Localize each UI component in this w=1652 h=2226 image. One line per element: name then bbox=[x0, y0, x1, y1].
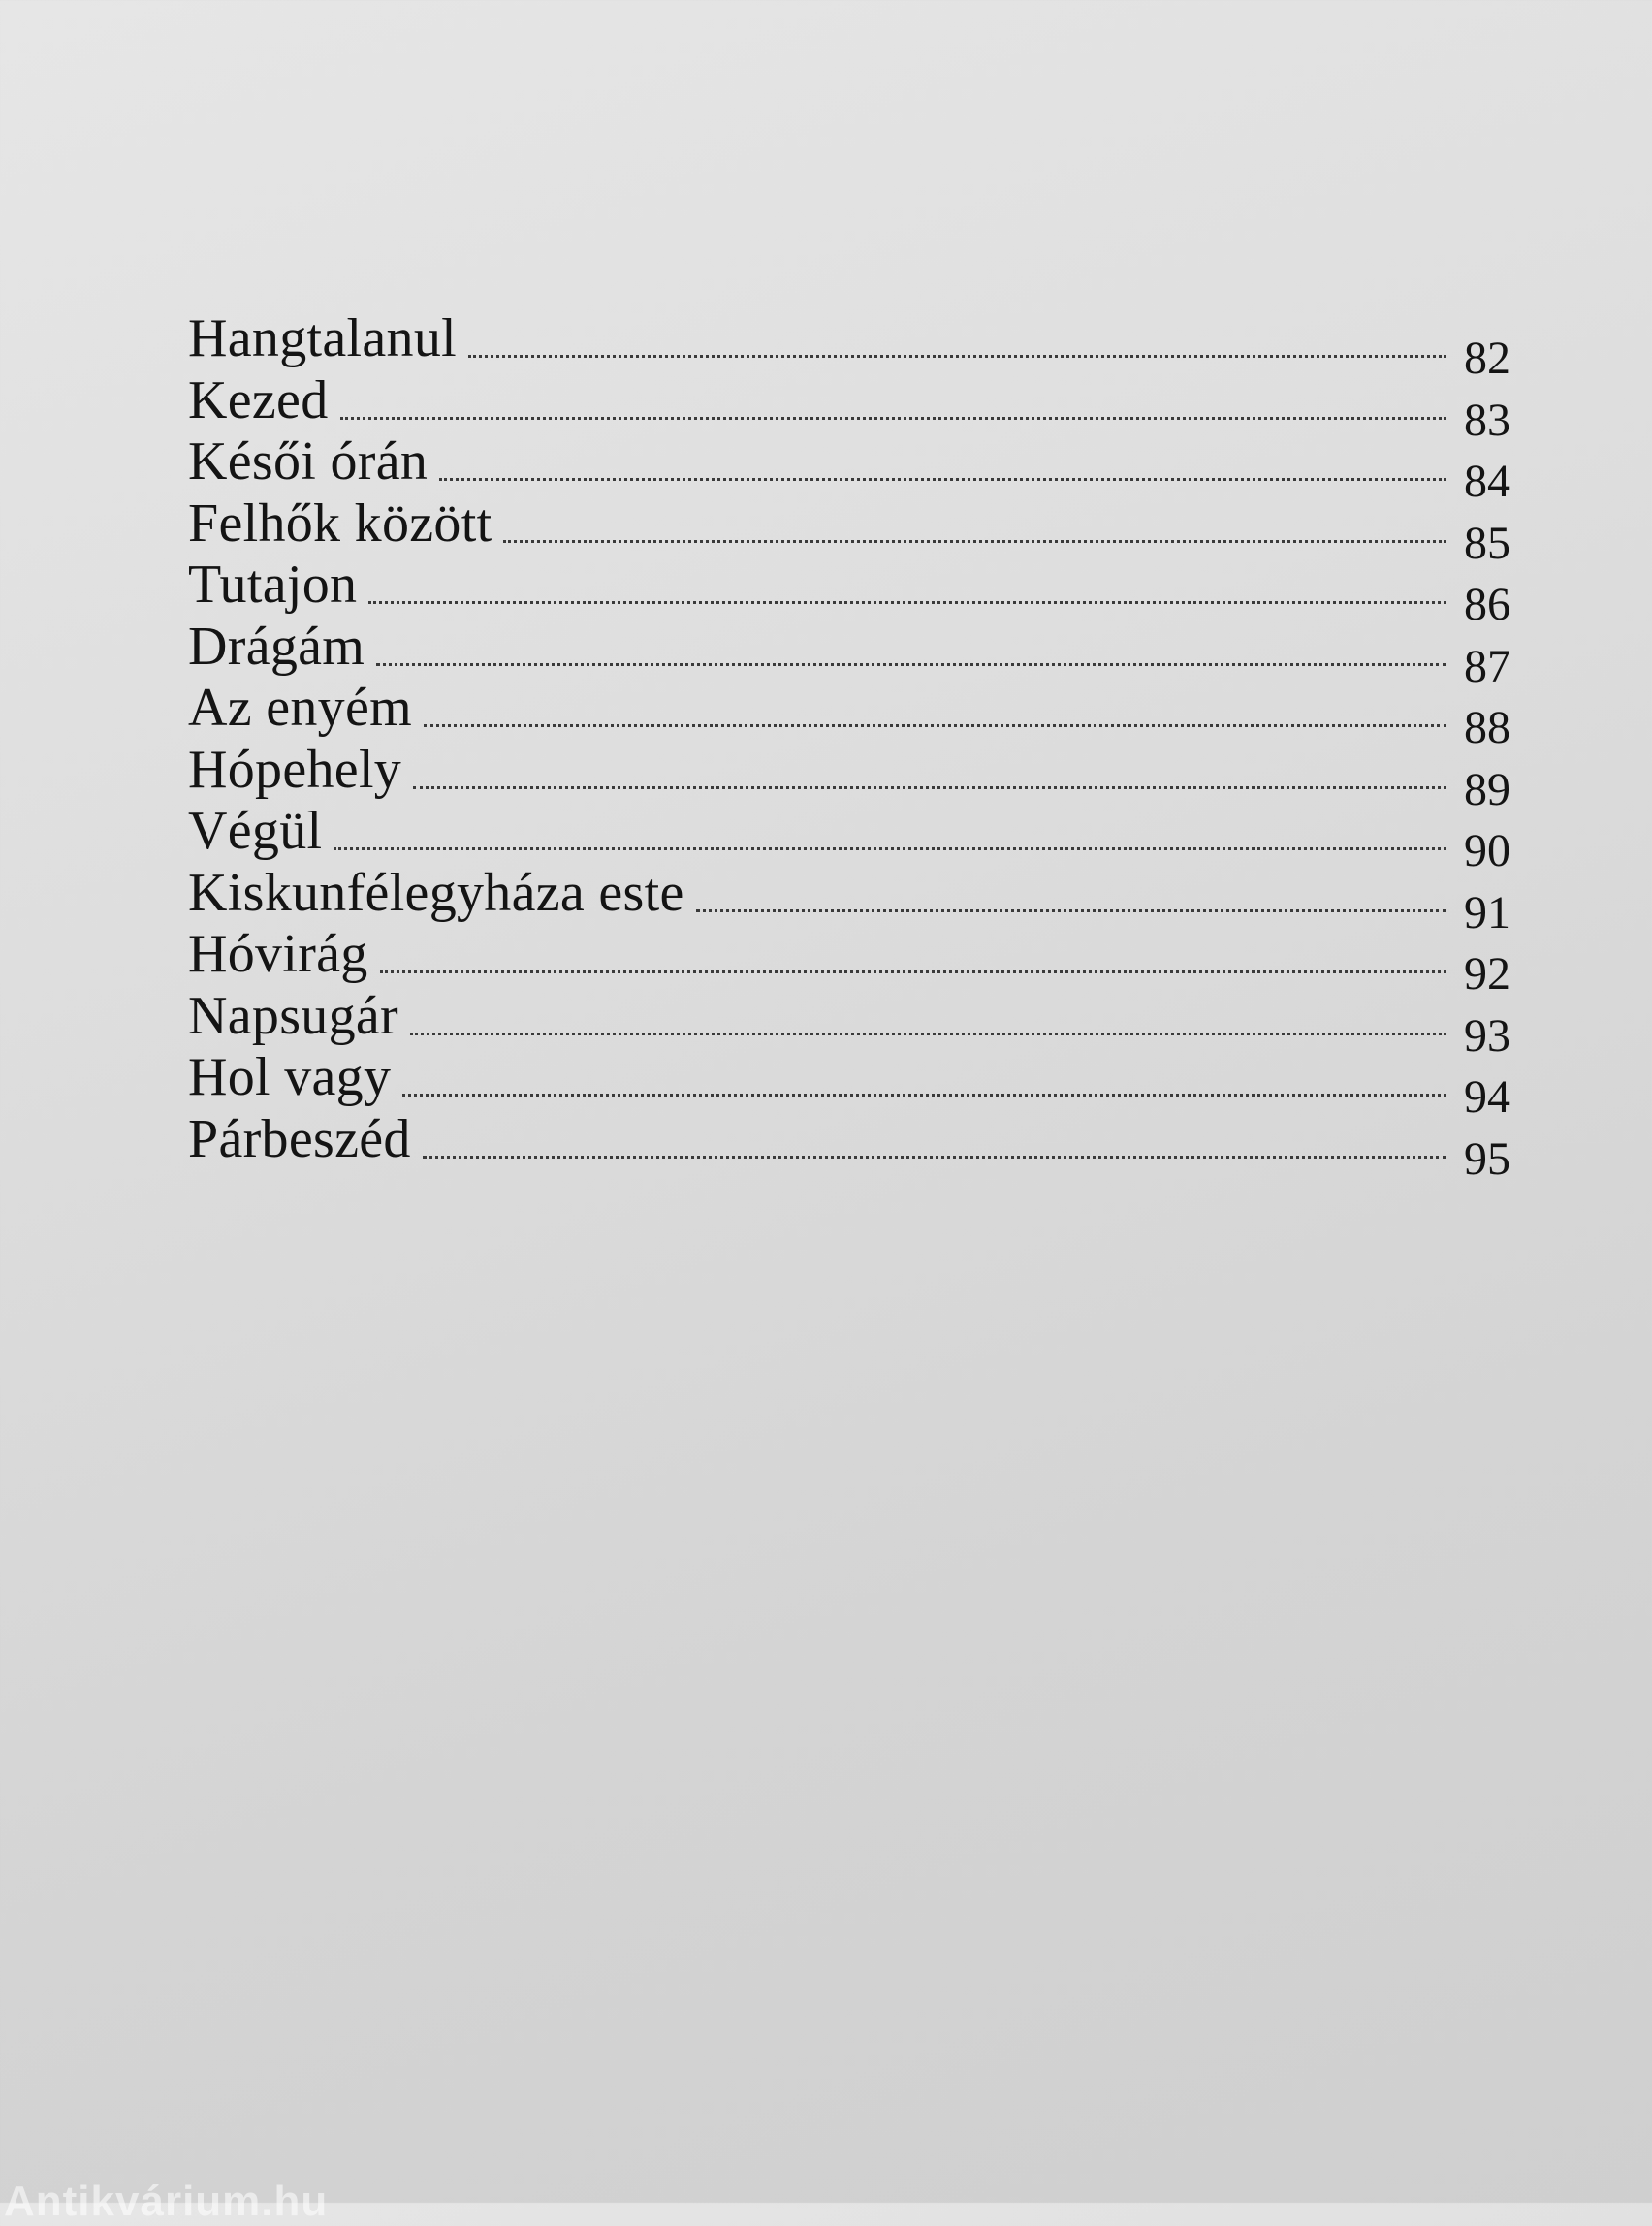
toc-entry-title: Hol vagy bbox=[188, 1047, 392, 1107]
toc-entry-page: 90 bbox=[1464, 825, 1510, 876]
toc-leader-dots bbox=[380, 970, 1446, 973]
watermark-text: Antikvárium.hu bbox=[4, 2178, 329, 2225]
toc-entry-page: 85 bbox=[1464, 517, 1510, 569]
toc-entry-title: Végül bbox=[188, 801, 323, 861]
toc-entry-page: 84 bbox=[1464, 456, 1510, 507]
toc-entry-page: 93 bbox=[1464, 1009, 1510, 1062]
toc-leader-dots bbox=[423, 1156, 1446, 1159]
toc-leader-dots bbox=[334, 847, 1446, 850]
toc-entry-page: 88 bbox=[1464, 702, 1510, 753]
toc-entry bbox=[188, 801, 1510, 876]
toc-entry bbox=[188, 985, 1510, 1062]
table-of-contents bbox=[188, 308, 1510, 1185]
toc-entry bbox=[188, 678, 1510, 753]
toc-leader-dots bbox=[503, 540, 1446, 543]
toc-entry bbox=[188, 1108, 1510, 1185]
toc-entry bbox=[188, 924, 1510, 1000]
toc-entry-title: Drágám bbox=[188, 616, 365, 677]
toc-entry-title: Párbeszéd bbox=[188, 1108, 411, 1169]
toc-entry-page: 89 bbox=[1464, 763, 1510, 815]
toc-entry-page: 92 bbox=[1464, 948, 1510, 1000]
toc-leader-dots bbox=[468, 355, 1446, 358]
toc-leader-dots bbox=[424, 724, 1446, 727]
toc-entry bbox=[188, 616, 1510, 692]
toc-leader-dots bbox=[410, 1033, 1446, 1035]
toc-entry-title: Hangtalanul bbox=[188, 308, 457, 368]
toc-entry bbox=[188, 739, 1510, 815]
toc-entry-page: 95 bbox=[1464, 1132, 1510, 1185]
toc-entry-title: Felhők között bbox=[188, 493, 492, 554]
toc-entry-title: Hóvirág bbox=[188, 924, 368, 984]
toc-leader-dots bbox=[439, 478, 1446, 481]
toc-entry-page: 86 bbox=[1464, 579, 1510, 630]
toc-entry bbox=[188, 493, 1510, 569]
toc-leader-dots bbox=[696, 909, 1446, 912]
toc-leader-dots bbox=[413, 786, 1446, 789]
toc-entry-page: 83 bbox=[1464, 394, 1510, 446]
toc-leader-dots bbox=[402, 1094, 1446, 1097]
toc-entry-title: Az enyém bbox=[188, 678, 412, 738]
toc-entry-title: Kiskunfélegyháza este bbox=[188, 862, 684, 923]
toc-entry bbox=[188, 555, 1510, 630]
toc-entry-title: Késői órán bbox=[188, 431, 429, 492]
toc-entry bbox=[188, 1047, 1510, 1123]
toc-leader-dots bbox=[340, 417, 1446, 420]
toc-entry bbox=[188, 431, 1510, 507]
toc-entry bbox=[188, 308, 1510, 384]
toc-entry-page: 94 bbox=[1464, 1071, 1510, 1123]
toc-entry-title: Napsugár bbox=[188, 985, 398, 1046]
toc-entry-page: 91 bbox=[1464, 886, 1510, 938]
toc-leader-dots bbox=[368, 601, 1446, 604]
toc-leader-dots bbox=[376, 663, 1446, 666]
toc-entry bbox=[188, 369, 1510, 446]
toc-entry-title: Tutajon bbox=[188, 555, 358, 615]
toc-entry-title: Kezed bbox=[188, 369, 329, 430]
toc-entry-page: 87 bbox=[1464, 640, 1510, 692]
toc-entry-title: Hópehely bbox=[188, 739, 402, 800]
toc-entry-page: 82 bbox=[1464, 333, 1510, 384]
toc-entry bbox=[188, 862, 1510, 938]
